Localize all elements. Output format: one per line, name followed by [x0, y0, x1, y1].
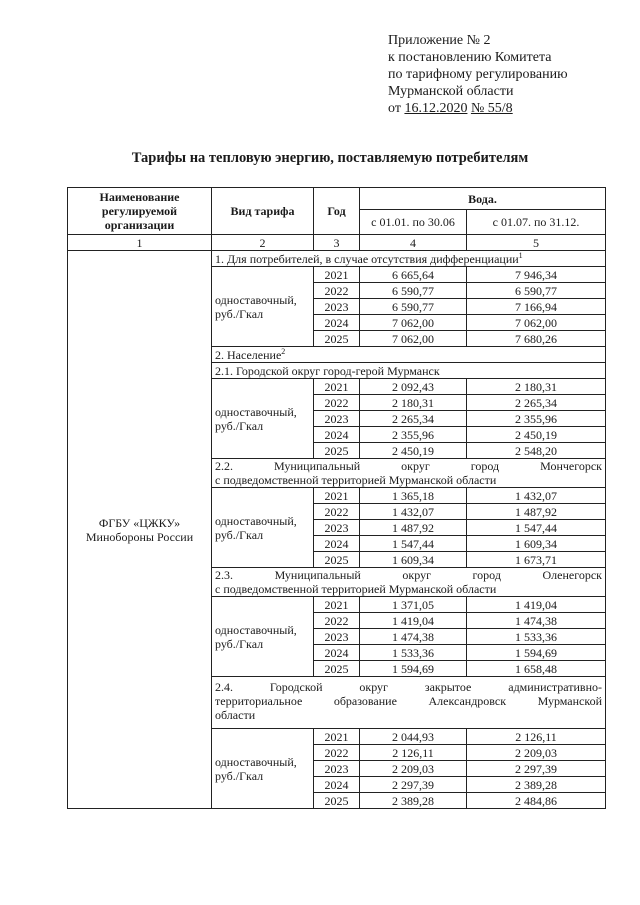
footnote-mark: 2 [281, 346, 286, 356]
value-cell: 1 533,36 [360, 645, 467, 661]
value-cell: 1 474,38 [360, 629, 467, 645]
value-cell: 1 658,48 [467, 661, 606, 677]
header-tariff: Вид тарифа [212, 188, 314, 235]
section-title: 2.2. Муниципальный округ город Мончегорск с подведомственной территорией Мурманской области [212, 459, 606, 488]
appendix-line: Мурманской области [388, 84, 514, 99]
value-cell: 7 166,94 [467, 299, 606, 315]
value-cell: 2 126,11 [360, 745, 467, 761]
year-cell: 2022 [314, 504, 360, 520]
year-cell: 2024 [314, 315, 360, 331]
value-cell: 2 389,28 [360, 793, 467, 809]
colnum: 5 [467, 235, 606, 251]
colnum: 4 [360, 235, 467, 251]
tariff-type: одноставочный, руб./Гкал [212, 379, 314, 459]
value-cell: 2 389,28 [467, 777, 606, 793]
value-cell: 1 371,05 [360, 597, 467, 613]
value-cell: 2 450,19 [467, 427, 606, 443]
year-cell: 2025 [314, 443, 360, 459]
year-cell: 2025 [314, 661, 360, 677]
value-cell: 2 209,03 [467, 745, 606, 761]
value-cell: 1 609,34 [467, 536, 606, 552]
year-cell: 2025 [314, 793, 360, 809]
year-cell: 2021 [314, 729, 360, 745]
header-year: Год [314, 188, 360, 235]
value-cell: 1 365,18 [360, 488, 467, 504]
year-cell: 2023 [314, 520, 360, 536]
year-cell: 2023 [314, 629, 360, 645]
year-cell: 2024 [314, 536, 360, 552]
value-cell: 1 487,92 [360, 520, 467, 536]
year-cell: 2023 [314, 299, 360, 315]
year-cell: 2021 [314, 267, 360, 283]
value-cell: 2 265,34 [360, 411, 467, 427]
appendix-line: к постановлению Комитета [388, 50, 552, 65]
value-cell: 7 062,00 [360, 331, 467, 347]
year-cell: 2022 [314, 395, 360, 411]
colnum: 2 [212, 235, 314, 251]
header-group: Вода. [360, 188, 606, 210]
year-cell: 2021 [314, 488, 360, 504]
appendix-block [388, 32, 568, 117]
value-cell: 1 547,44 [360, 536, 467, 552]
appendix-date-line [388, 100, 568, 117]
value-cell: 7 680,26 [467, 331, 606, 347]
value-cell: 2 180,31 [360, 395, 467, 411]
value-cell: 1 432,07 [360, 504, 467, 520]
footnote-mark: 1 [518, 250, 523, 260]
value-cell: 2 180,31 [467, 379, 606, 395]
section-title: 1. Для потребителей, в случае отсутствия дифференциации$^1$ [212, 251, 606, 267]
header-org: Наименование регулируемой организации [68, 188, 212, 235]
year-cell: 2022 [314, 613, 360, 629]
tariff-type: одноставочный, руб./Гкал [212, 488, 314, 568]
value-cell: 2 355,96 [467, 411, 606, 427]
section-title: 2.4. Городской округ закрытое административно- территориальное образование Александровск Мурманской области [212, 677, 606, 729]
year-cell: 2022 [314, 283, 360, 299]
value-cell: 1 547,44 [467, 520, 606, 536]
value-cell: 6 665,64 [360, 267, 467, 283]
year-cell: 2024 [314, 777, 360, 793]
org-name: ФГБУ «ЦЖКУ» Минобороны России [68, 251, 212, 809]
appendix-line: Приложение № 2 [388, 33, 491, 48]
year-cell: 2021 [314, 379, 360, 395]
tariff-type: одноставочный, руб./Гкал [212, 597, 314, 677]
appendix-date: 16.12.2020 [404, 101, 468, 116]
value-cell: 2 209,03 [360, 761, 467, 777]
value-cell: 1 609,34 [360, 552, 467, 568]
year-cell: 2024 [314, 427, 360, 443]
section-title: 2.1. Городской округ город-герой Мурманск [212, 363, 606, 379]
section-title: 2.3. Муниципальный округ город Оленегорск с подведомственной территорией Мурманской области [212, 568, 606, 597]
value-cell: 2 548,20 [467, 443, 606, 459]
value-cell: 2 265,34 [467, 395, 606, 411]
colnum: 3 [314, 235, 360, 251]
appendix-line: по тарифному регулированию [388, 67, 568, 82]
section-title: 2. Население$^2$ [212, 347, 606, 363]
tariff-type: одноставочный, руб./Гкал [212, 729, 314, 809]
year-cell: 2023 [314, 761, 360, 777]
year-cell: 2022 [314, 745, 360, 761]
value-cell: 7 062,00 [467, 315, 606, 331]
value-cell: 1 487,92 [467, 504, 606, 520]
value-cell: 1 673,71 [467, 552, 606, 568]
value-cell: 1 533,36 [467, 629, 606, 645]
appendix-number: № 55/8 [470, 101, 513, 116]
header-period-1: с 01.01. по 30.06 [360, 210, 467, 235]
value-cell: 7 946,34 [467, 267, 606, 283]
value-cell: 6 590,77 [467, 283, 606, 299]
year-cell: 2025 [314, 552, 360, 568]
tariff-type: одноставочный, руб./Гкал [212, 267, 314, 347]
value-cell: 2 126,11 [467, 729, 606, 745]
value-cell: 2 092,43 [360, 379, 467, 395]
tariff-table [67, 187, 606, 809]
appendix-prefix: от [388, 101, 401, 116]
year-cell: 2025 [314, 331, 360, 347]
value-cell: 1 474,38 [467, 613, 606, 629]
value-cell: 1 594,69 [467, 645, 606, 661]
value-cell: 2 484,86 [467, 793, 606, 809]
colnum: 1 [68, 235, 212, 251]
year-cell: 2023 [314, 411, 360, 427]
value-cell: 2 355,96 [360, 427, 467, 443]
value-cell: 6 590,77 [360, 283, 467, 299]
value-cell: 1 432,07 [467, 488, 606, 504]
value-cell: 2 297,39 [360, 777, 467, 793]
value-cell: 2 297,39 [467, 761, 606, 777]
value-cell: 7 062,00 [360, 315, 467, 331]
value-cell: 2 450,19 [360, 443, 467, 459]
value-cell: 2 044,93 [360, 729, 467, 745]
page-title: Тарифы на тепловую энергию, поставляемую потребителям [131, 150, 529, 166]
value-cell: 1 594,69 [360, 661, 467, 677]
header-period-2: с 01.07. по 31.12. [467, 210, 606, 235]
value-cell: 1 419,04 [467, 597, 606, 613]
year-cell: 2024 [314, 645, 360, 661]
value-cell: 1 419,04 [360, 613, 467, 629]
value-cell: 6 590,77 [360, 299, 467, 315]
year-cell: 2021 [314, 597, 360, 613]
